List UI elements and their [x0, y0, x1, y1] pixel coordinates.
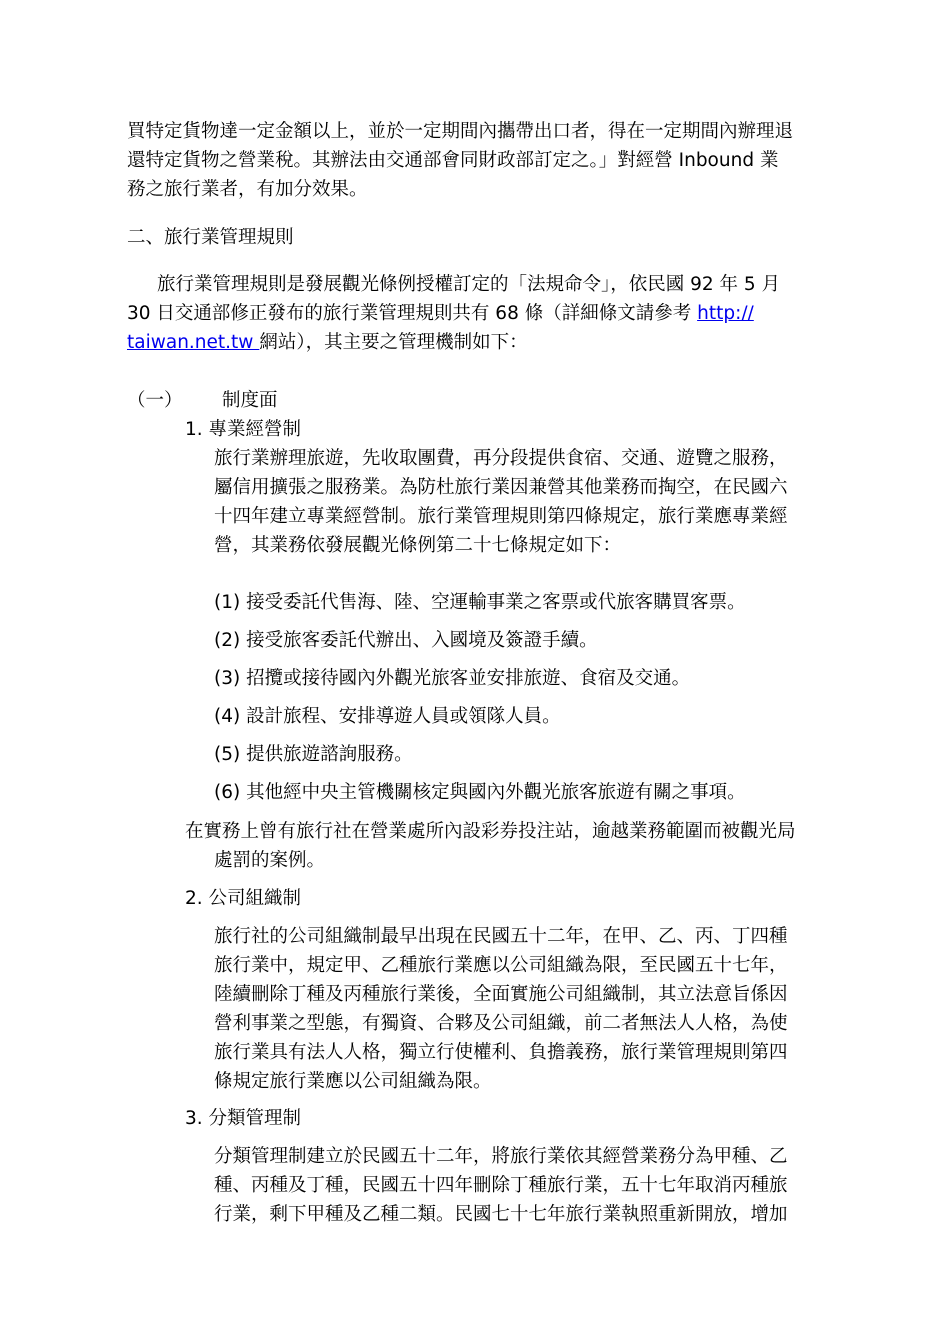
item1-list-item: (1) 接受委託代售海、陸、空運輸事業之客票或代旅客購買客票。 — [214, 592, 746, 613]
item1-para-line-1: 旅行業辦理旅遊，先收取團費，再分段提供食宿、交通、遊覽之服務， — [214, 448, 788, 469]
item1-heading: 1. 專業經營制 — [185, 419, 302, 440]
item1-list-item: (2) 接受旅客委託代辦出、入國境及簽證手續。 — [214, 630, 598, 651]
item2-heading: 2. 公司組織制 — [185, 888, 302, 909]
rules-line-3-tail: 網站），其主要之管理機制如下： — [259, 332, 528, 353]
intro-line-2: 還特定貨物之營業稅。其辦法由交通部會同財政部訂定之。」對經營 Inbound 業 — [127, 150, 779, 171]
item1-note-line-2: 處罰的案例。 — [214, 850, 326, 871]
item1-para-line-2: 屬信用擴張之服務業。為防杜旅行業因兼營其他業務而掏空，在民國六 — [214, 477, 788, 498]
item1-list-item: (3) 招攬或接待國內外觀光旅客並安排旅遊、食宿及交通。 — [214, 668, 691, 689]
item3-para-line-2: 種、丙種及丁種，民國五十四年刪除丁種旅行業，五十七年取消丙種旅 — [214, 1175, 788, 1196]
intro-line-1: 買特定貨物達一定金額以上，並於一定期間內攜帶出口者，得在一定期間內辦理退 — [127, 121, 794, 142]
item3-para-line-3: 行業，剩下甲種及乙種二類。民國七十七年旅行業執照重新開放，增加 — [214, 1204, 788, 1225]
item2-para-line-1: 旅行社的公司組織制最早出現在民國五十二年，在甲、乙、丙、丁四種 — [214, 926, 788, 947]
item3-para-line-1: 分類管理制建立於民國五十二年，將旅行業依其經營業務分為甲種、乙 — [214, 1146, 788, 1167]
reference-link-part-1[interactable]: http:// — [697, 303, 754, 324]
item2-para-line-3: 陸續刪除丁種及丙種旅行業後，全面實施公司組織制，其立法意旨係因 — [214, 984, 788, 1005]
item1-para-line-4: 營，其業務依發展觀光條例第二十七條規定如下： — [214, 535, 622, 556]
item1-list-item: (5) 提供旅遊諮詢服務。 — [214, 744, 413, 765]
section-heading: 二、旅行業管理規則 — [127, 227, 294, 248]
subsection-number: （一） — [127, 390, 183, 411]
item1-para-line-3: 十四年建立專業經營制。旅行業管理規則第四條規定，旅行業應專業經 — [214, 506, 788, 527]
item1-note-line-1: 在實務上曾有旅行社在營業處所內設彩券投注站，逾越業務範圍而被觀光局 — [185, 821, 796, 842]
item2-para-line-5: 旅行業具有法人人格，獨立行使權利、負擔義務，旅行業管理規則第四 — [214, 1042, 788, 1063]
rules-line-3 — [127, 328, 528, 357]
item3-heading: 3. 分類管理制 — [185, 1108, 302, 1129]
item1-list-item: (6) 其他經中央主管機關核定與國內外觀光旅客旅遊有關之事項。 — [214, 782, 746, 803]
rules-line-1: 旅行業管理規則是發展觀光條例授權訂定的「法規命令」，依民國 92 年 5 月 — [157, 274, 781, 295]
reference-link-part-2[interactable]: taiwan.net.tw — [127, 332, 260, 353]
item2-para-line-6: 條規定旅行業應以公司組織為限。 — [214, 1071, 492, 1092]
item2-para-line-2: 旅行業中，規定甲、乙種旅行業應以公司組織為限，至民國五十七年， — [214, 955, 788, 976]
rules-line-2 — [127, 299, 754, 328]
item2-para-line-4: 營利事業之型態，有獨資、合夥及公司組織，前二者無法人人格，為使 — [214, 1013, 788, 1034]
item1-list-item: (4) 設計旅程、安排導遊人員或領隊人員。 — [214, 706, 561, 727]
rules-line-2-text: 30 日交通部修正發布的旅行業管理規則共有 68 條（詳細條文請參考 — [127, 303, 698, 324]
subsection-title: 制度面 — [222, 390, 278, 411]
intro-line-3: 務之旅行業者，有加分效果。 — [127, 179, 368, 200]
